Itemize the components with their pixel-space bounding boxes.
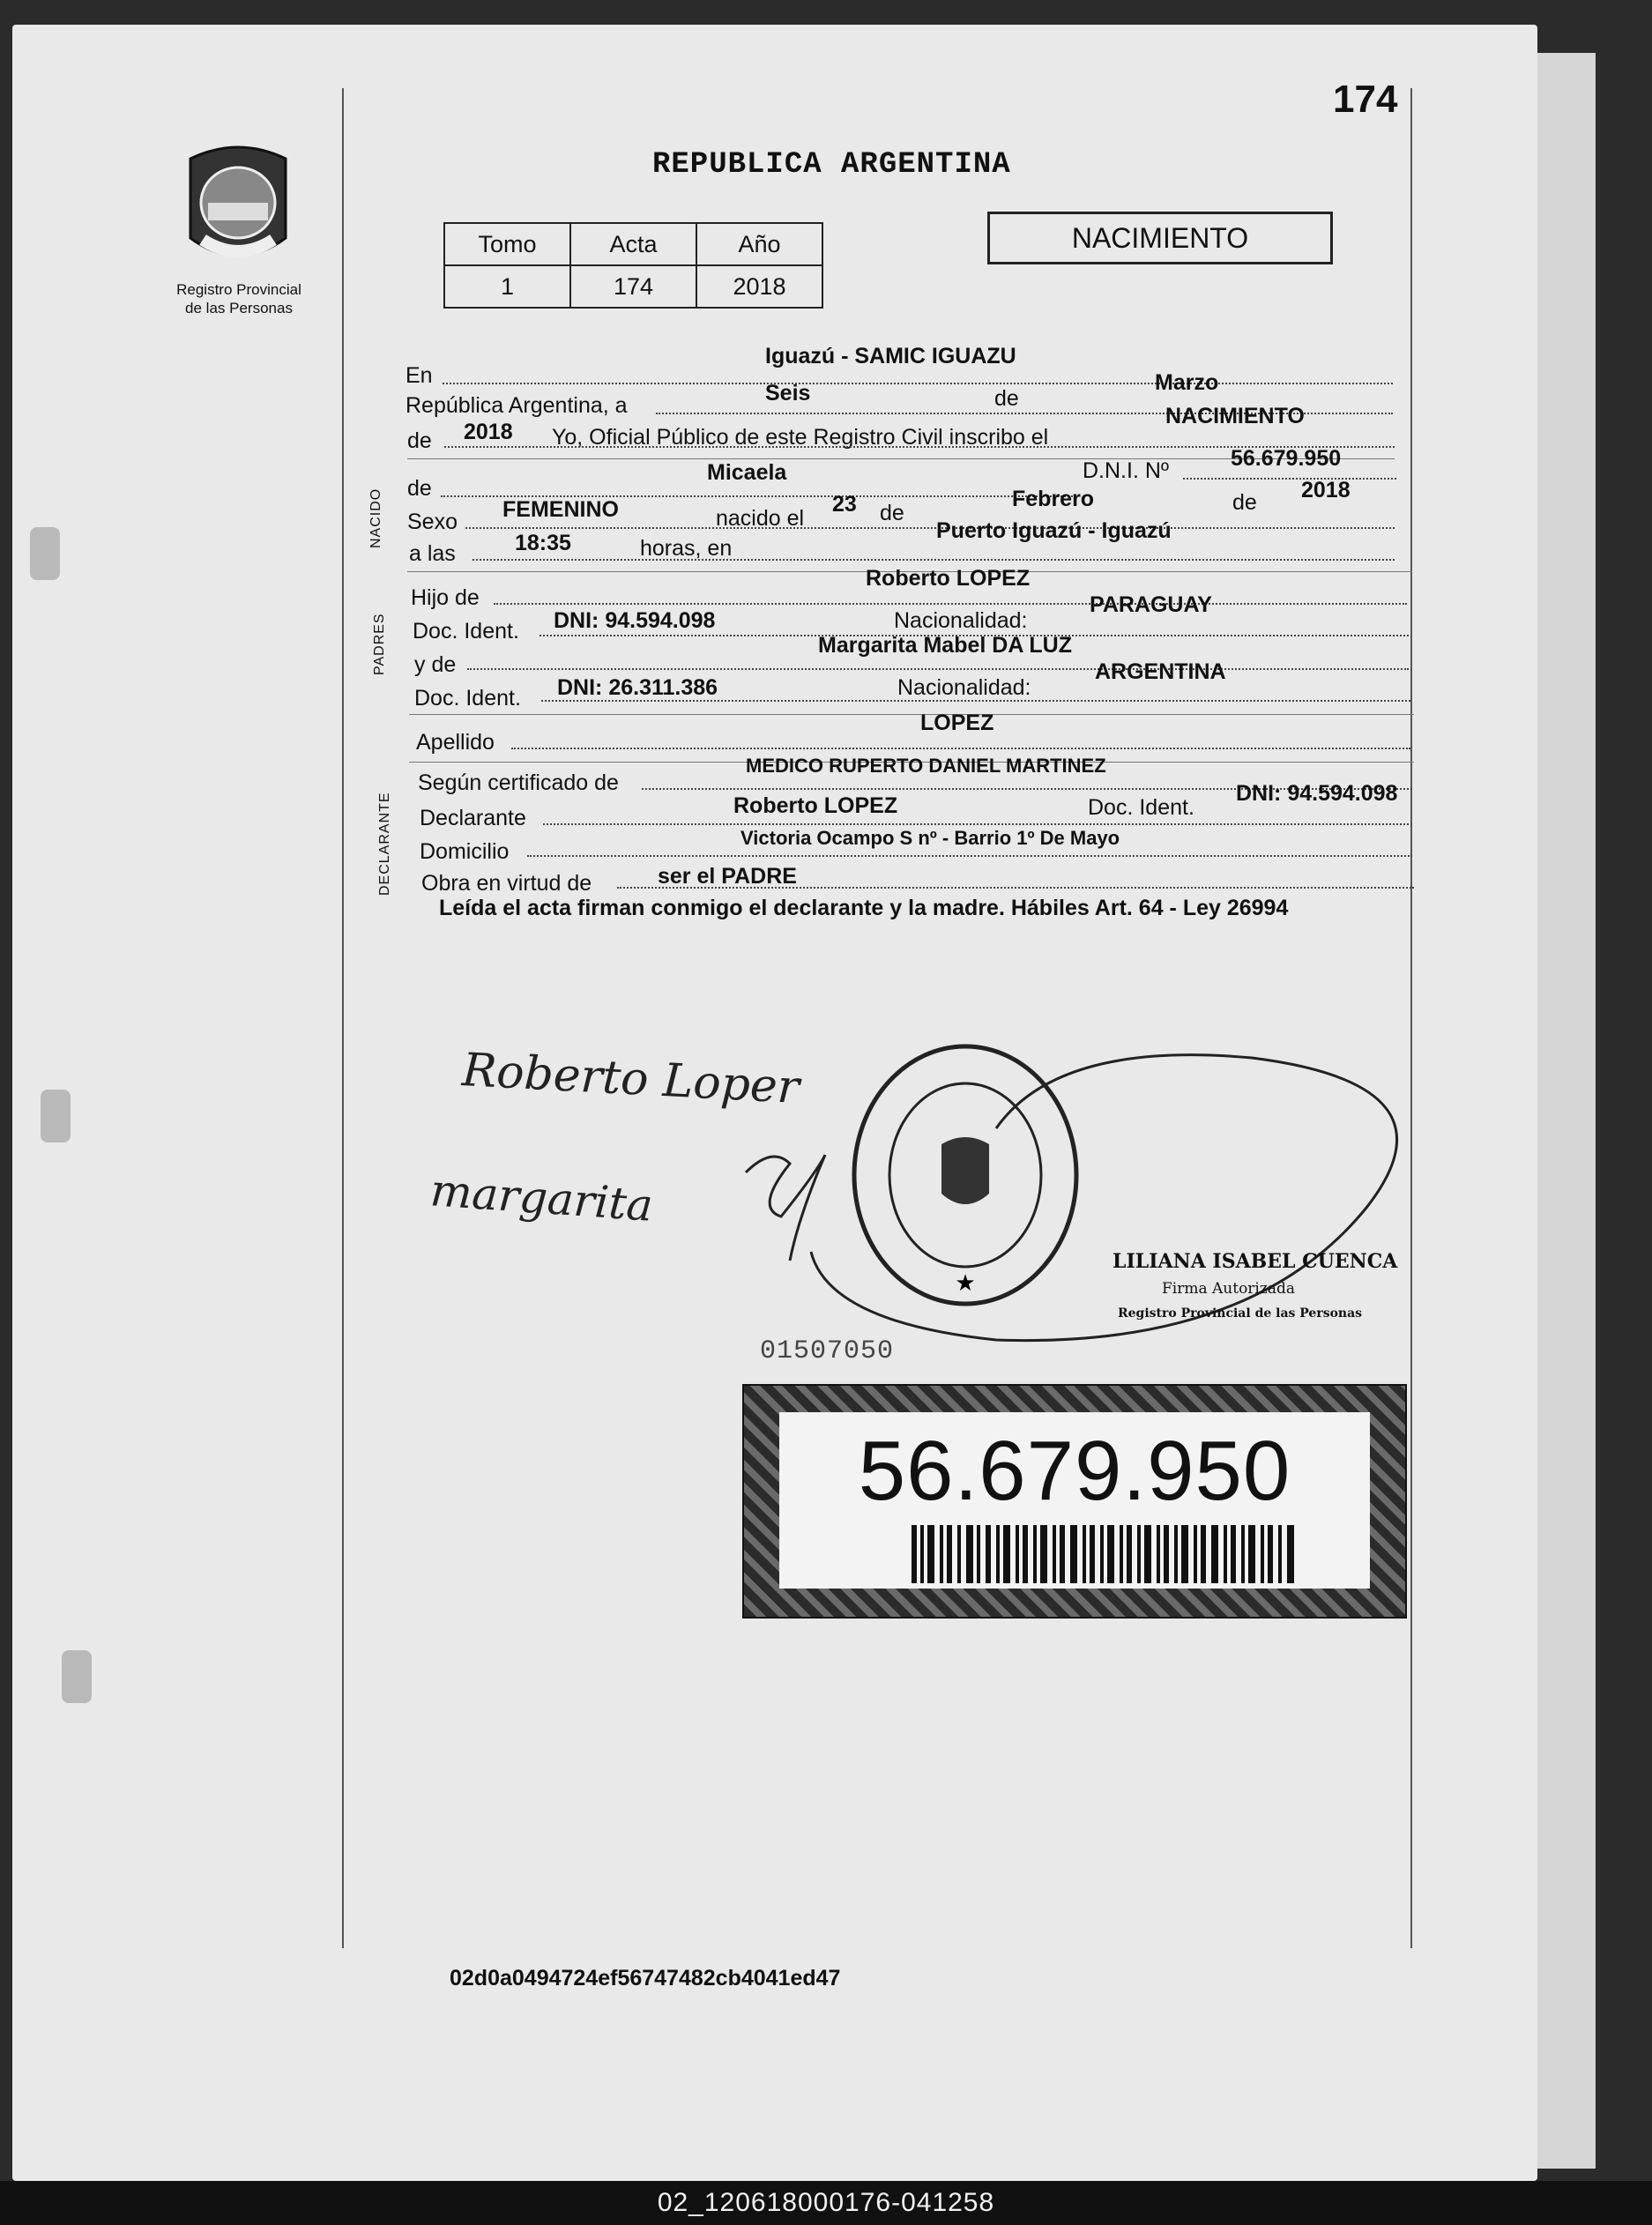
label-a-las: a las: [409, 541, 456, 566]
label-madre-nacionalidad: Nacionalidad:: [897, 675, 1031, 700]
value-tomo: 1: [444, 265, 570, 308]
signer-org: Registro Provincial de las Personas: [1118, 1306, 1363, 1321]
label-padre-nacionalidad: Nacionalidad:: [894, 608, 1028, 633]
serial-number: 01507050: [760, 1336, 895, 1366]
record-type-box: NACIMIENTO: [987, 212, 1333, 264]
logo-caption-line2: de las Personas: [185, 300, 293, 316]
leader-domicilio: [527, 853, 1412, 857]
value-lugar: Iguazú - SAMIC IGUAZU: [765, 344, 1016, 368]
signer-name: LILIANA ISABEL CUENCA: [1112, 1250, 1398, 1273]
value-declarante: Roberto LOPEZ: [733, 793, 898, 818]
binding-hole-3: [62, 1650, 92, 1703]
leader-obra: [617, 885, 1414, 889]
value-padre-nac: PARAGUAY: [1090, 592, 1212, 617]
label-de-nombre: de: [407, 476, 432, 501]
label-declarante: Declarante: [420, 806, 526, 830]
leader-lugar-nac: [473, 557, 1395, 561]
value-certificado: MEDICO RUPERTO DANIEL MARTINEZ: [746, 755, 1106, 777]
value-obra: ser el PADRE: [658, 864, 797, 889]
register-table: [443, 222, 823, 309]
label-sexo: Sexo: [407, 510, 458, 534]
label-horas-en: horas, en: [640, 536, 733, 561]
logo-caption-line1: Registro Provincial: [176, 281, 301, 298]
right-margin-line: [1410, 88, 1412, 1948]
province-coat-of-arms-logo: [173, 141, 303, 280]
label-de-mes: de: [994, 386, 1019, 411]
leader-sexo: [465, 525, 1395, 529]
page-number: 174: [1333, 78, 1398, 121]
section-separator-3: [409, 714, 1414, 715]
value-padre-doc: DNI: 94.594.098: [554, 608, 716, 633]
label-padre-doc: Doc. Ident.: [413, 619, 519, 644]
value-nac-dia: 23: [832, 492, 857, 517]
header-anio: Año: [696, 223, 822, 265]
leader-declarante: [543, 822, 1412, 825]
closing-statement: Leída el acta firman conmigo el declarante y la madre. Hábiles Art. 64 - Ley 26994: [439, 896, 1289, 920]
value-dia: Seis: [765, 381, 811, 406]
leader-dni: [1183, 476, 1396, 480]
dni-stamp: [742, 1384, 1407, 1619]
label-obra: Obra en virtud de: [421, 871, 592, 896]
value-mes: Marzo: [1155, 370, 1219, 395]
label-republica: República Argentina, a: [406, 393, 628, 418]
leader-madre: [467, 666, 1409, 670]
register-value-row: [444, 265, 822, 308]
value-nac-mes: Febrero: [1012, 487, 1095, 511]
label-nacido-el: nacido el: [716, 506, 805, 531]
label-de-anio: de: [407, 428, 432, 453]
label-declarante-doc: Doc. Ident.: [1088, 795, 1194, 820]
register-header-row: [444, 223, 822, 265]
label-apellido: Apellido: [416, 730, 495, 755]
leader-apellido: [511, 746, 1410, 749]
label-y-de: y de: [414, 652, 457, 677]
label-dni: D.N.I. Nº: [1083, 458, 1170, 483]
binding-hole-1: [30, 527, 60, 580]
value-declarante-doc: DNI: 94.594.098: [1236, 781, 1398, 806]
side-label-nacido: NACIDO: [368, 487, 383, 548]
label-hijo-de: Hijo de: [411, 585, 480, 610]
left-margin-line: [342, 88, 344, 1948]
value-madre: Margarita Mabel DA LUZ: [818, 633, 1073, 658]
logo-caption: [155, 280, 323, 317]
document-hash: 02d0a0494724ef56747482cb4041ed47: [450, 1966, 841, 1991]
value-madre-nac: ARGENTINA: [1095, 659, 1226, 684]
official-seal: [846, 1038, 1084, 1312]
value-lugar-nac: Puerto Iguazú - Iguazú: [936, 518, 1172, 543]
document-title: REPUBLICA ARGENTINA: [652, 148, 1011, 182]
value-madre-doc: DNI: 26.311.386: [557, 675, 718, 700]
label-oficial: Yo, Oficial Público de este Registro Civil inscribo el: [552, 425, 1049, 450]
dni-stamp-inner: [779, 1412, 1370, 1589]
value-apellido: LOPEZ: [920, 711, 994, 735]
value-anio-insc: 2018: [464, 420, 513, 444]
value-anio: 2018: [696, 265, 822, 308]
header-tomo: Tomo: [444, 223, 570, 265]
signature-madre: margarita: [428, 1165, 655, 1232]
barcode: [912, 1525, 1299, 1583]
label-madre-doc: Doc. Ident.: [414, 686, 521, 711]
label-de-nac-mes: de: [880, 501, 904, 525]
signer-role: Firma Autorizada: [1162, 1280, 1295, 1298]
leader-padre: [494, 601, 1407, 605]
dni-stamp-number: 56.679.950: [858, 1424, 1291, 1518]
side-label-declarante: DECLARANTE: [377, 792, 392, 896]
value-domicilio: Victoria Ocampo S nº - Barrio 1º De Mayo: [740, 827, 1120, 849]
value-padre: Roberto LOPEZ: [866, 566, 1031, 591]
value-acta: 174: [570, 265, 696, 308]
leader-en: [443, 381, 1393, 384]
value-nac-anio: 2018: [1301, 478, 1351, 502]
label-en: En: [406, 363, 433, 388]
svg-text:★: ★: [955, 1270, 976, 1297]
header-acta: Acta: [570, 223, 696, 265]
value-hora: 18:35: [515, 531, 571, 555]
signature-declarante: Roberto Loper: [460, 1044, 801, 1114]
side-label-padres: PADRES: [372, 613, 387, 675]
label-de-nac-anio: de: [1232, 490, 1257, 515]
value-nombre: Micaela: [707, 460, 787, 485]
value-sexo: FEMENINO: [502, 497, 619, 522]
binding-hole-2: [41, 1090, 71, 1142]
label-domicilio: Domicilio: [420, 839, 510, 864]
leader-madre-doc: [541, 698, 1410, 702]
value-tipo-inscripcion: NACIMIENTO: [1165, 404, 1305, 428]
value-dni: 56.679.950: [1231, 446, 1342, 471]
label-segun: Según certificado de: [418, 770, 619, 795]
scan-footer-id: 02_120618000176-041258: [657, 2188, 995, 2217]
